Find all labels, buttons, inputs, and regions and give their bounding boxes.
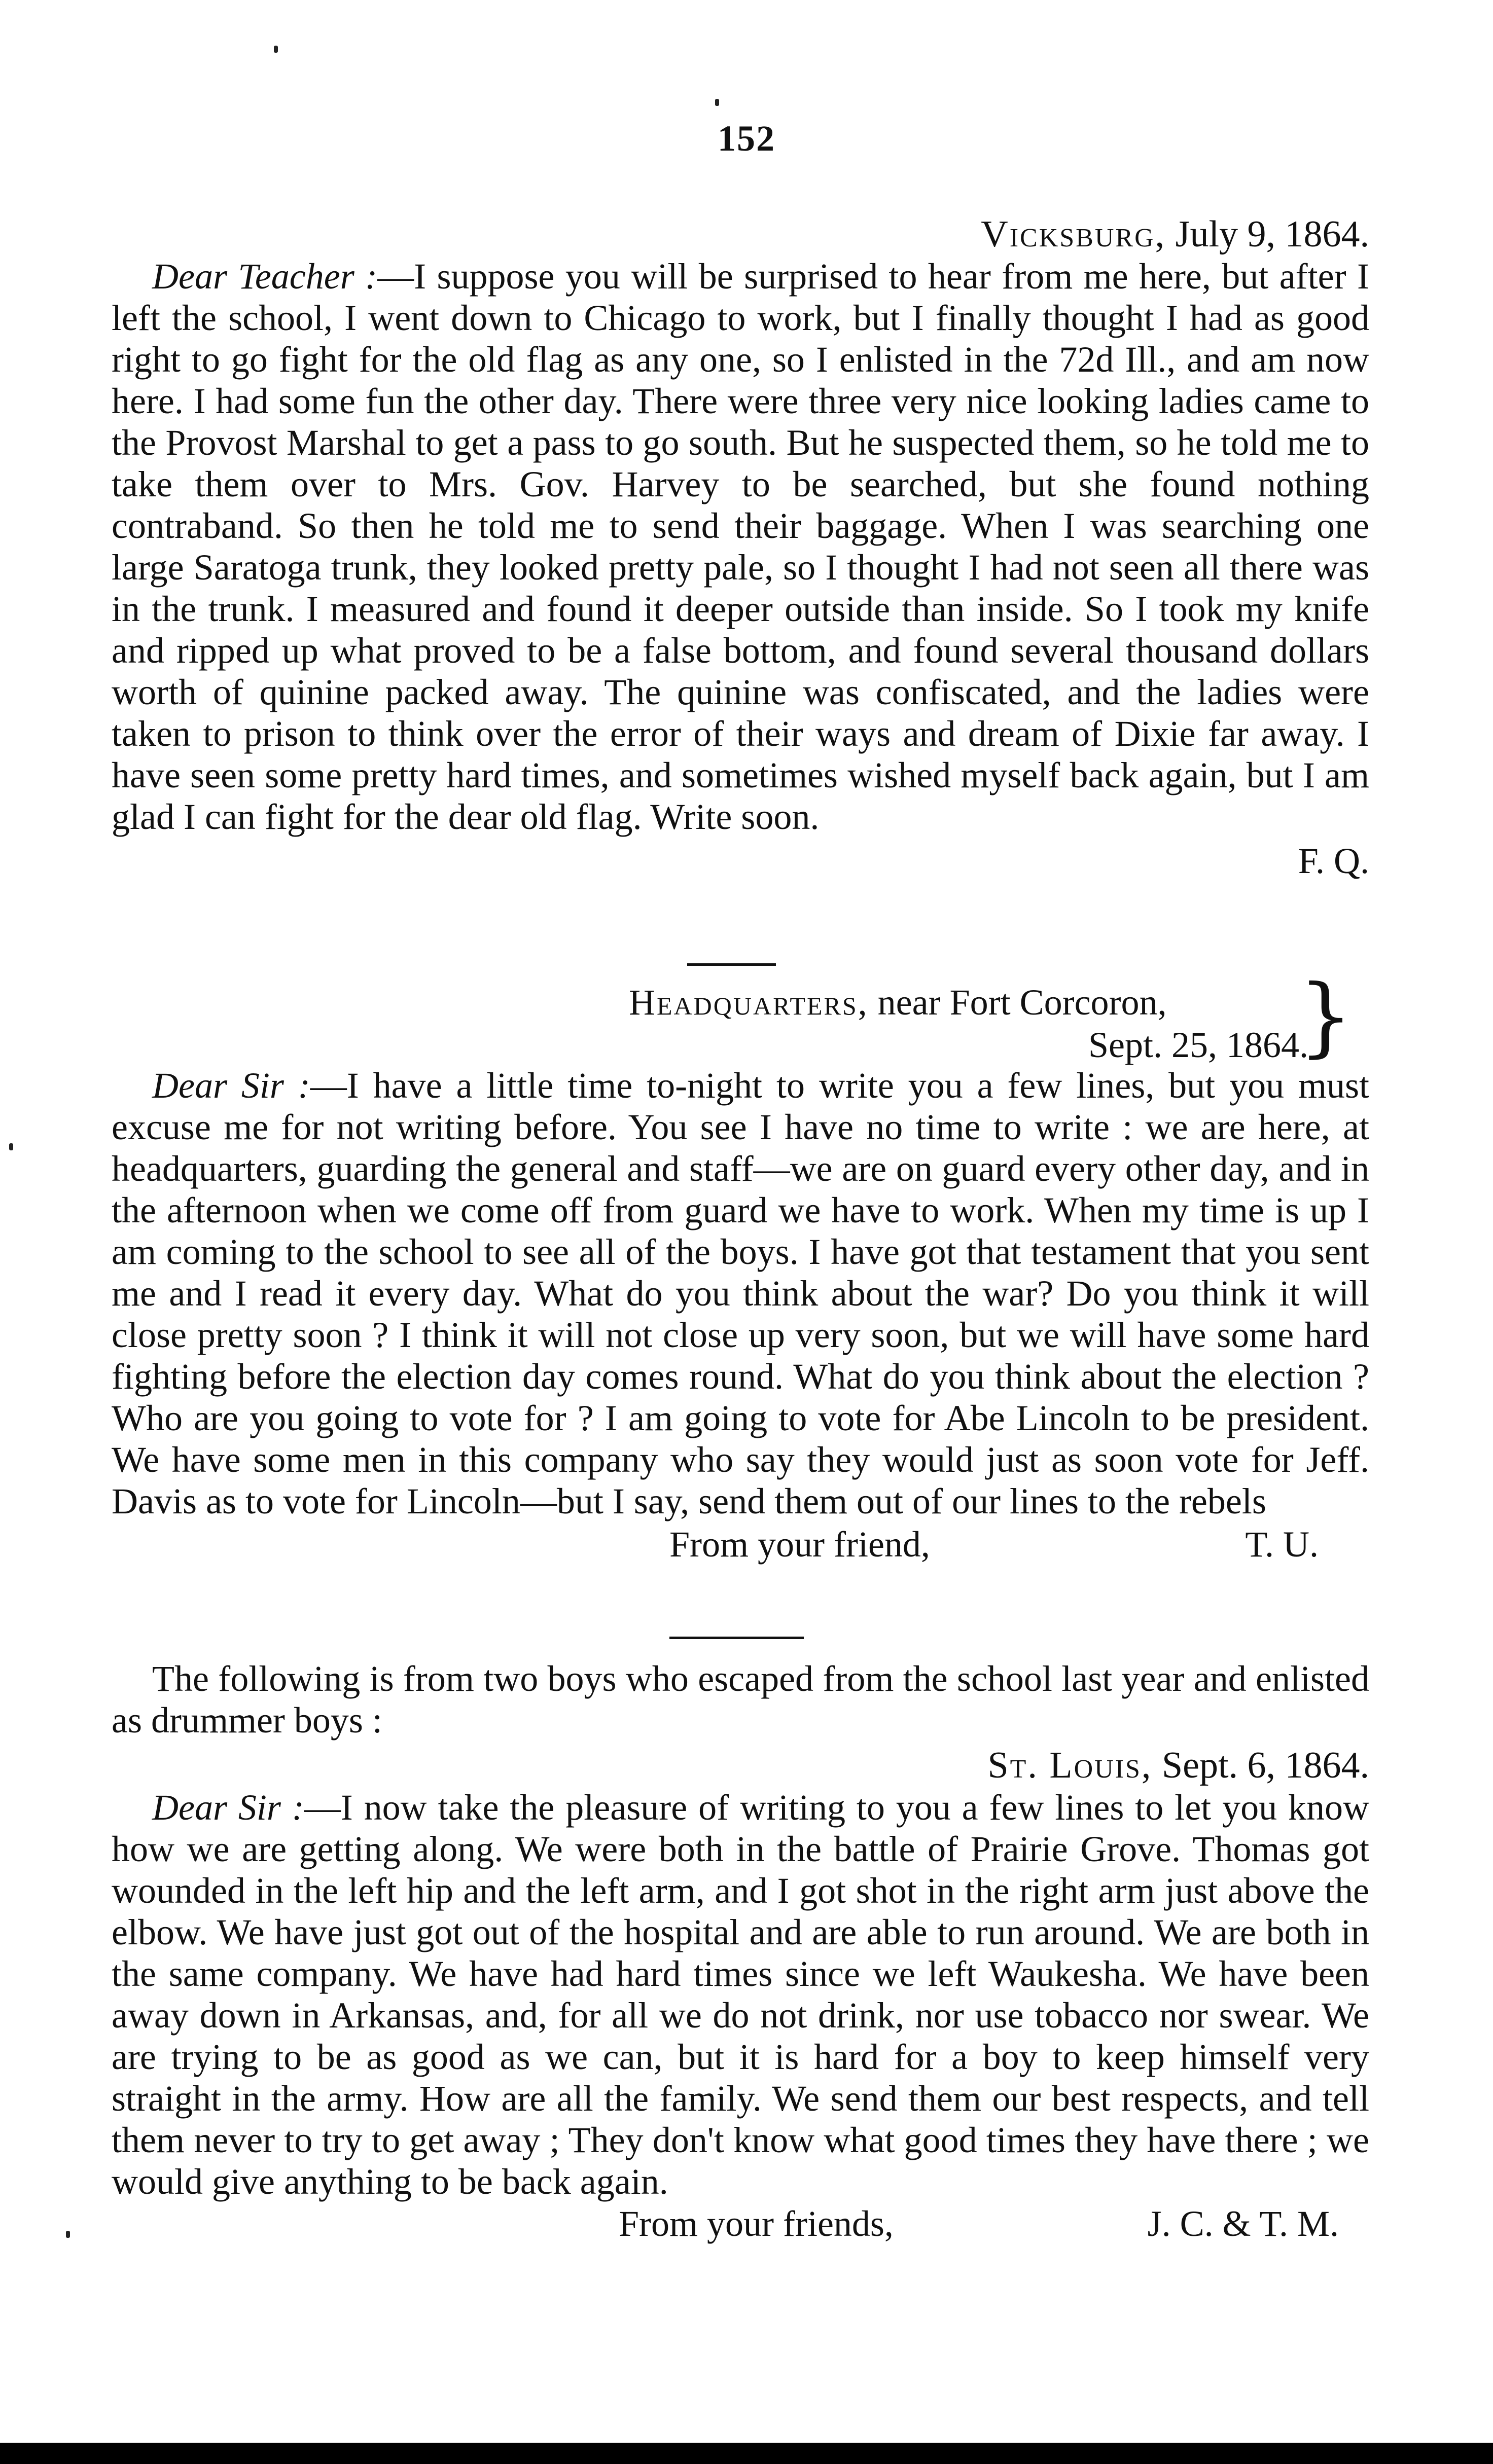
letter-dateline xyxy=(629,981,1339,1066)
signature: T. U. xyxy=(1245,1524,1319,1565)
signature: J. C. & T. M. xyxy=(1147,2203,1339,2244)
salutation: Dear Sir : xyxy=(152,1065,310,1106)
section-divider xyxy=(669,1637,804,1639)
closing-line xyxy=(112,2202,1369,2245)
dateline-line-1 xyxy=(629,981,1339,1024)
page-number: 152 xyxy=(718,118,775,159)
scan-speck xyxy=(274,46,278,53)
letter-body xyxy=(112,256,1369,838)
scan-speck xyxy=(66,2231,70,2238)
dateline-place: Vicksburg, xyxy=(981,213,1166,255)
letter-headquarters xyxy=(112,1065,1369,1566)
letter-text: —I now take the pleasure of writing to you a few lines to let you know how we are getting along. We were both in the battle of Prairie Grove. Thomas got wounded in the left hip and the left arm, and I got shot in the right arm just above the elbow. We have just got out of the hospital and are able to run around. We are both in the same company. We have had hard times since we left Waukesha. We have been away down in Arkansas, and, for all we do not drink, nor use tobacco nor swear. We are trying to be as good as we can, but it is hard for a boy to keep himself very straight in the army. How are all the family. We send them our best respects, and tell them never to try to get away ; They don't know what good times they have there ; we would give anything to be back again. xyxy=(112,1787,1369,2202)
letter-text: —I have a little time to-night to write you a few lines, but you must excuse me for not writing before. You see I have no time to write : we are here, at headquarters, guarding the general and staff—we are on guard every other day, and in the afternoon when we come off from guard we have to work. When my time is up I am coming to the school to see all of the boys. I have got that testament that you sent me and I read it every day. What do you think about the war? Do you think it will close pretty soon ? I think it will not close up very soon, but we will have some hard fighting before the election day comes round. What do you think about the election ? Who are you going to vote for ? I am going to vote for Abe Lincoln to be president. We have some men in this company who say they would just as soon vote for Jeff. Davis as to vote for Lincoln—but I say, send them out of our lines to the rebels xyxy=(112,1065,1369,1521)
letter-dateline xyxy=(112,1744,1369,1787)
salutation: Dear Teacher : xyxy=(152,256,378,297)
closing-line xyxy=(112,1523,1369,1566)
dateline-date: Sept. 25, 1864. xyxy=(1088,1025,1308,1065)
signature: F. Q. xyxy=(1298,841,1369,881)
letter-vicksburg xyxy=(112,213,1369,882)
letter-body xyxy=(112,1787,1369,2202)
closing: From your friends, xyxy=(619,2203,894,2244)
dateline-place: Headquarters, xyxy=(629,982,869,1023)
intro-text: The following is from two boys who escaped from the school last year and enlisted as drummer boys : xyxy=(112,1658,1369,1741)
dateline-place: St. Louis, xyxy=(987,1745,1153,1786)
salutation: Dear Sir : xyxy=(152,1787,304,1828)
letter-body xyxy=(112,1065,1369,1522)
intro-paragraph xyxy=(112,1658,1369,1741)
scan-speck xyxy=(715,99,719,106)
letter-text: —I suppose you will be surprised to hear from me here, but after I left the school, I went down to Chicago to work, but I finally thought I had as good right to go fight for the old flag as any one, so I enlisted in the 72d Ill., and am now here. I had some fun the other day. There were three very nice looking ladies came to the Provost Marshal to get a pass to go south. But he suspected them, so he told me to take them over to Mrs. Gov. Harvey to be searched, but she found nothing contraband. So then he told me to send their baggage. When I was searching one large Saratoga trunk, they looked pretty pale, so I thought I had not seen all there was in the trunk. I measured and found it deeper outside than inside. So I took my knife and ripped up what proved to be a false bottom, and found several thousand dollars worth of quinine packed away. The quinine was confiscated, and the ladies were taken to prison to think over the error of their ways and dream of Dixie far away. I have seen some pretty hard times, and sometimes wished myself back again, but I am glad I can fight for the dear old flag. Write soon. xyxy=(112,256,1369,837)
section-divider xyxy=(687,963,776,966)
scan-edge-bar xyxy=(0,2443,1493,2464)
letter-st-louis xyxy=(112,1744,1369,2245)
letter-dateline xyxy=(112,213,1369,256)
dateline-date: Sept. 6, 1864. xyxy=(1161,1745,1369,1786)
brace-mark: } xyxy=(1298,966,1354,1067)
scan-speck xyxy=(9,1143,13,1150)
dateline-date: July 9, 1864. xyxy=(1175,213,1369,255)
closing: From your friend, xyxy=(669,1524,930,1565)
dateline-place-rest: near Fort Corcoron, xyxy=(877,982,1167,1023)
